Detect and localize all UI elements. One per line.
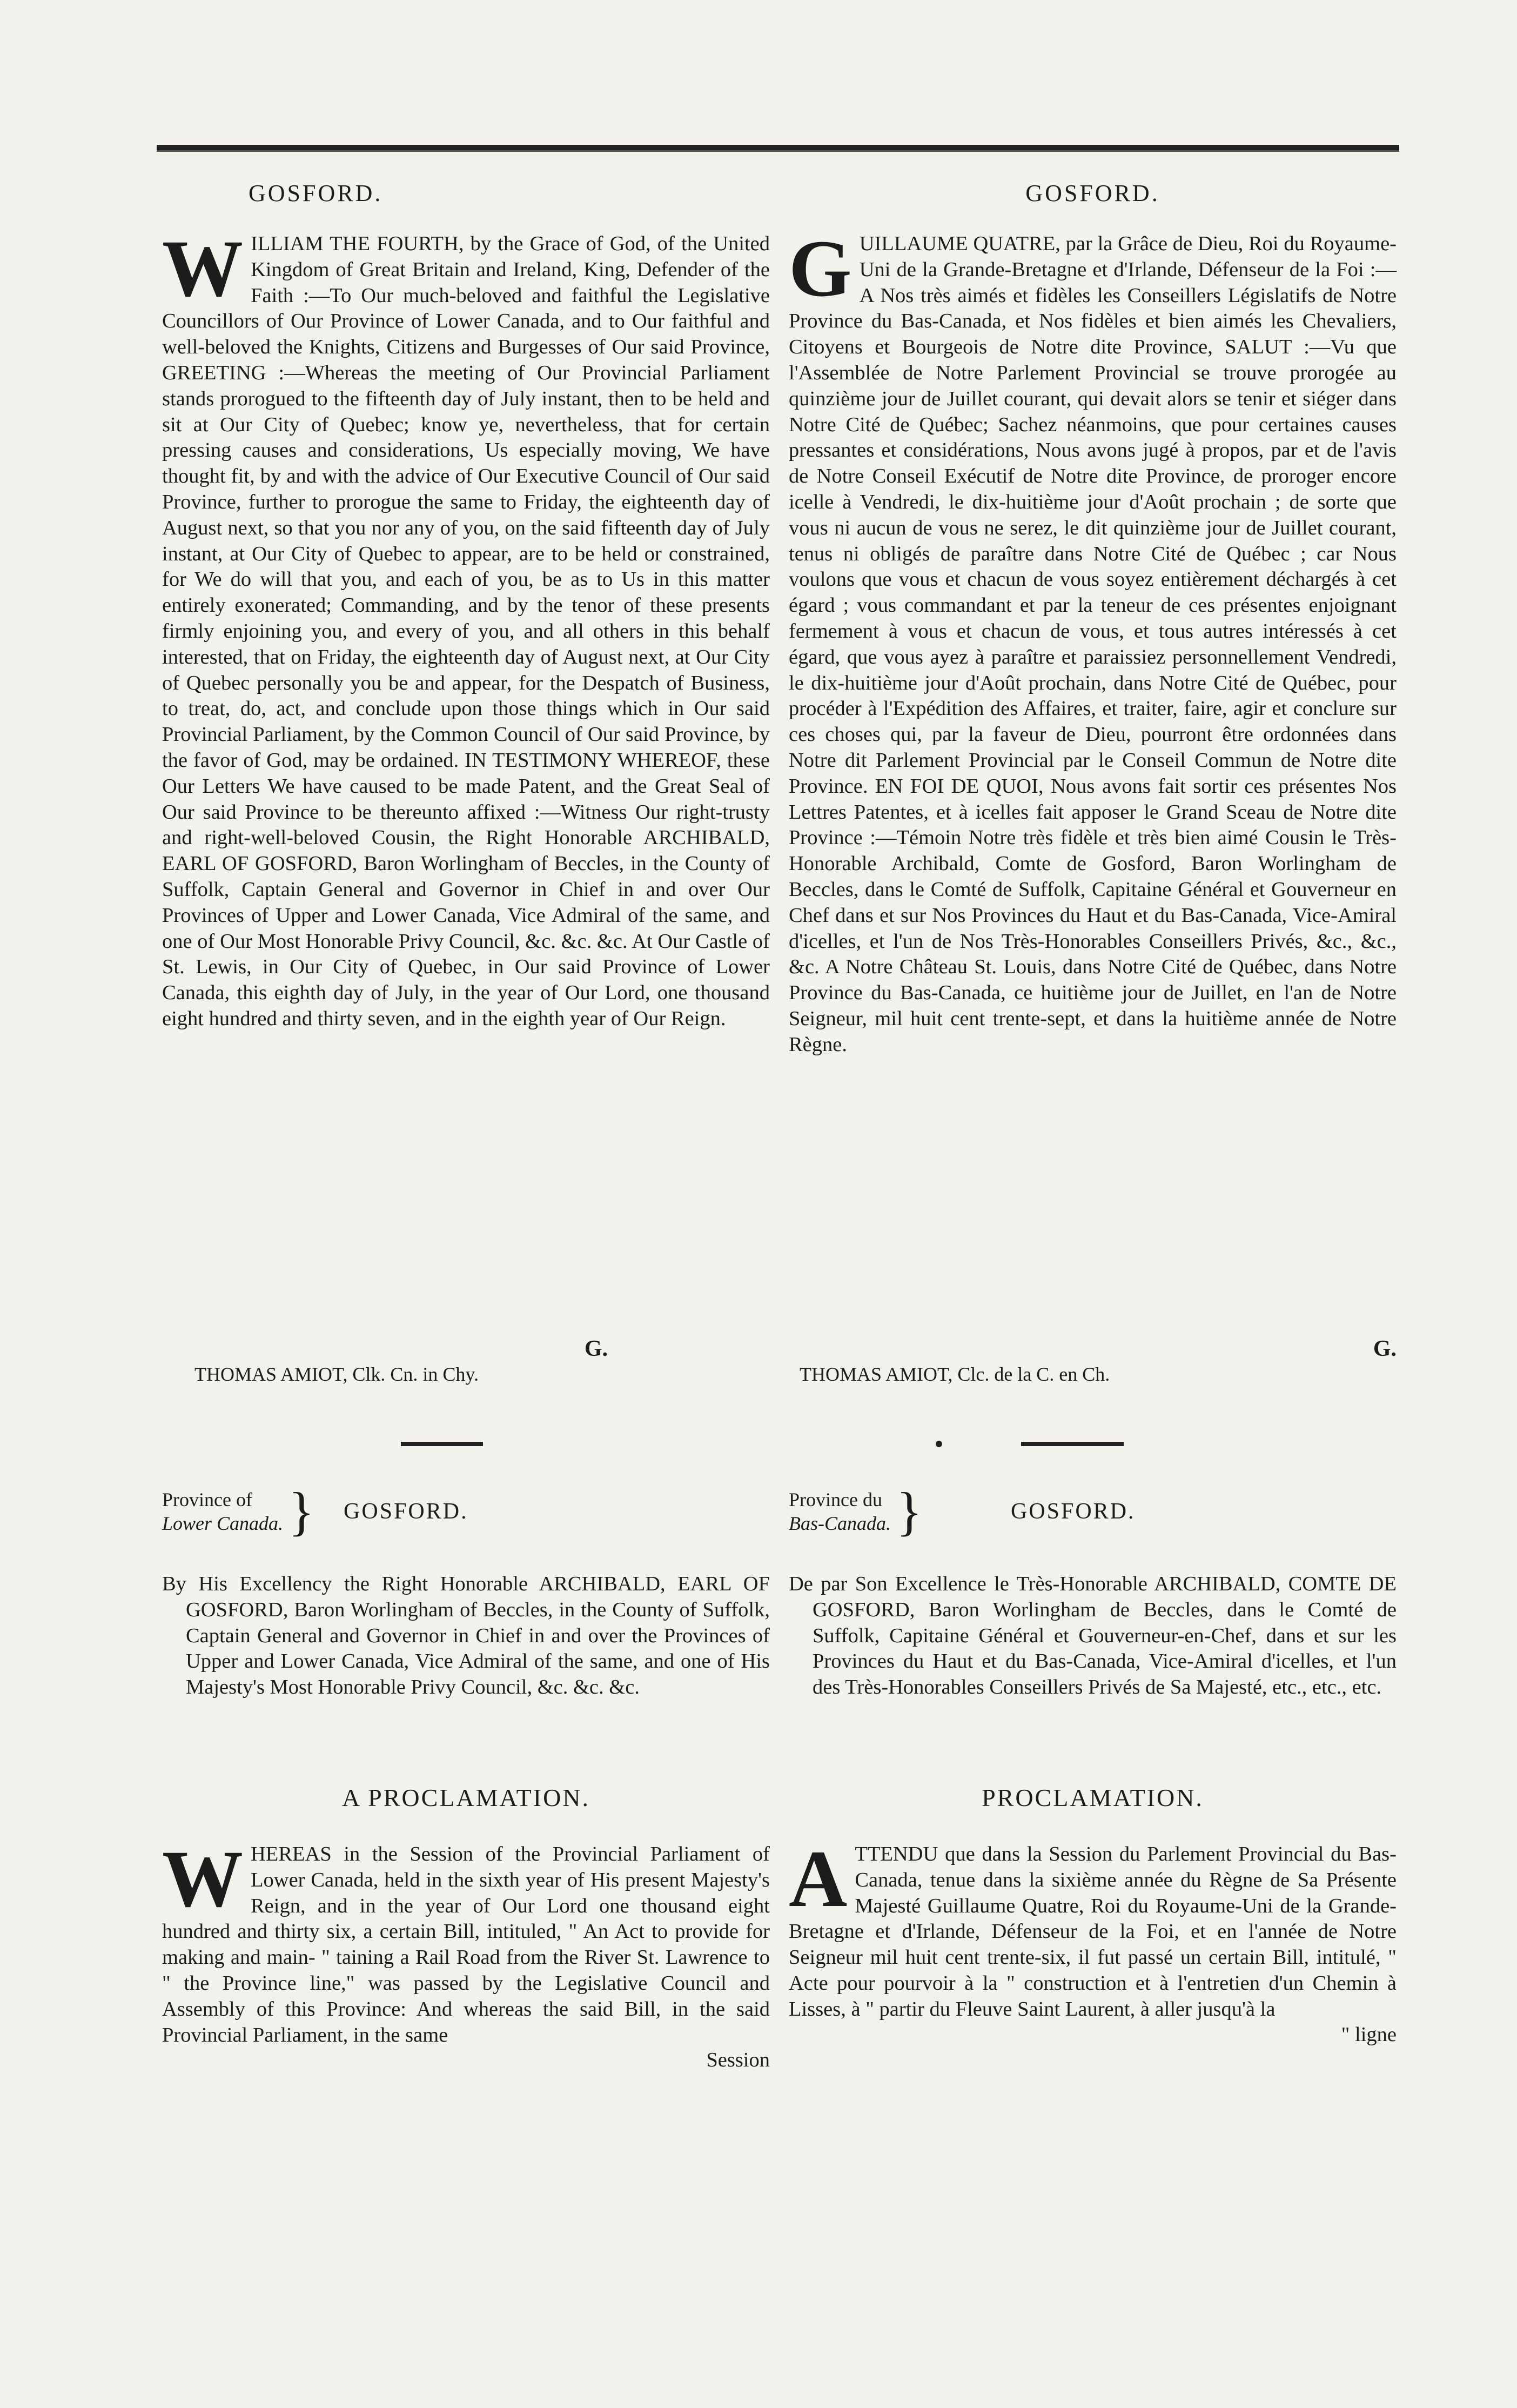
top-rule: [157, 145, 1399, 152]
proclamation-fr: [789, 1834, 1397, 2046]
dropcap-proclamation-fr: A: [789, 1834, 848, 1924]
header-gosford-en: GOSFORD.: [249, 180, 383, 206]
province-block-fr: [789, 1481, 1397, 1541]
brace-en: }: [288, 1481, 315, 1541]
separator-rule-fr: [1021, 1442, 1124, 1446]
proclamation-title-en: A PROCLAMATION.: [341, 1784, 590, 1811]
clerk-en: THOMAS AMIOT, Clk. Cn. in Chy.: [194, 1363, 479, 1385]
proclamation-title-fr: PROCLAMATION.: [982, 1784, 1204, 1811]
writ-en: [162, 224, 770, 1032]
excellency-en: By His Excellency the Right Honorable ARCHIBALD, EARL OF GOSFORD, Baron Worlingham of Beccles, in the County of Suffolk, Captain General and Governor in Chief in and over the Provinces of Upper and Lower Canada, Vice Admiral of the same, and one of His Majesty's Most Honorable Privy Council, &c. &c. &c.: [162, 1573, 770, 1699]
writ-text-en: ILLIAM THE FOURTH, by the Grace of God, of the United Kingdom of Great Britain and Ireland, King, Defender of the Faith :—To Our much-beloved and faithful the Legislative Councillors of Our Province of Lower Canada, and to Our faithful and well-beloved the Knights, Citizens and Burgesses of Our said Province, GREETING :—Whereas the meeting of Our Provincial Parliament stands prorogued to the fifteenth day of July instant, then to be held and sit at Our City of Quebec; know ye, nevertheless, that for certain pressing causes and considerations, Us especially moving, We have thought fit, by and with the advice of Our Executive Council of Our said Province, further to prorogue the same to Friday, the eighteenth day of August next, so that you nor any of you, on the said fifteenth day of July instant, at Our City of Quebec to appear, are to be held or constrained, for We do will that you, and each of you, be as to Us in this matter entirely exonerated; Commanding, and by the tenor of these presents firmly enjoining you, and every of you, and all others in this behalf interested, that on Friday, the eighteenth day of August next, at Our City of Quebec personally you be and appear, for the Despatch of Business, to treat, do, act, and conclude upon those things which in Our said Provincial Parliament, by the Common Council of Our said Province, by the favor of God, may be ordained. IN TESTIMONY WHEREOF, these Our Letters We have caused to be made Patent, and the Great Seal of Our said Province to be thereunto affixed :—Witness Our right-trusty and right-well-beloved Cousin, the Right Honorable ARCHIBALD, EARL OF GOSFORD, Baron Worlingham of Beccles, in the County of Suffolk, Captain General and Governor in Chief in and over Our Provinces of Upper and Lower Canada, Vice Admiral of the same, and one of Our Most Honorable Privy Council, &c. &c. &c. At Our Castle of St. Lewis, in Our City of Quebec, in Our said Province of Lower Canada, this eighth day of July, in the year of Our Lord, one thousand eight hundred and thirty seven, and in the eighth year of Our Reign.: [162, 232, 770, 1030]
header-gosford-fr: GOSFORD.: [1025, 180, 1160, 206]
province-line1-fr: Province du: [789, 1489, 882, 1510]
province-line1-en: Province of: [162, 1489, 252, 1510]
catchword-en: Session: [706, 2049, 770, 2072]
signature-g-fr: G.: [1373, 1336, 1397, 1361]
dropcap-proclamation-en: W: [162, 1834, 243, 1924]
separator-rule-en: [401, 1442, 483, 1446]
writ-fr: [789, 224, 1397, 1058]
proclamation-text-en: HEREAS in the Session of the Provincial Parliament of Lower Canada, held in the sixth year of His present Majesty's Reign, and in the year of Our Lord one thousand eight hundred and thirty six, a certain Bill, intituled, " An Act to provide for making and main- " taining a Rail Road from the River St. Lawrence to " the Province line," was passed by the Legislative Council and Assembly of this Province: And whereas the said Bill, in the said Provincial Parliament, in the same: [162, 1843, 770, 2046]
province-gosford-en: GOSFORD.: [344, 1499, 468, 1524]
separator-dot-fr: [936, 1441, 942, 1447]
province-gosford-fr: GOSFORD.: [1011, 1499, 1136, 1524]
clerk-fr: THOMAS AMIOT, Clc. de la C. en Ch.: [800, 1363, 1110, 1385]
signature-g-en: G.: [584, 1336, 608, 1361]
writ-text-fr: UILLAUME QUATRE, par la Grâce de Dieu, Roi du Royaume-Uni de la Grande-Bretagne et d'Irlande, Défenseur de la Foi :—A Nos très aimés et fidèles les Conseillers Législatifs de Notre Province du Bas-Canada, et Nos fidèles et bien aimés les Chevaliers, Citoyens et Bourgeois de Notre dite Province, SALUT :—Vu que l'Assemblée de Notre Parlement Provincial se trouve prorogée au quinzième jour de Juillet courant, qui devait alors se tenir et siéger dans Notre Cité de Québec; Sachez néanmoins, que pour certaines causes pressantes et considérations, Nous avons jugé à propos, par et de l'avis de Notre Conseil Exécutif de Notre dite Province, de proroger encore icelle à Vendredi, le dix-huitième jour d'Août prochain ; de sorte que vous ni aucun de vous ne serez, le dit quinzième jour de Juillet courant, tenus ni obligés de paraître dans Notre Cité de Québec ; car Nous voulons que vous et chacun de vous soyez entièrement déchargés à cet égard ; vous commandant et par la teneur de ces présentes enjoignant fermement à vous et chacun de vous, et tous autres intéressés à cet égard, que vous ayez à paraître et paraissiez personnellement Vendredi, le dix-huitième jour d'Août prochain, dans Notre Cité de Québec, pour procéder à l'Expédition des Affaires, et traiter, faire, agir et conclure sur ces choses qui, par la faveur de Dieu, pourront être ordonnées dans Notre dit Parlement Provincial par le Conseil Commun de Notre dite Province. EN FOI DE QUOI, Nous avons fait sortir ces présentes Nos Lettres Patentes, et à icelles fait apposer le Grand Sceau de Notre dite Province :—Témoin Notre très fidèle et très bien aimé Cousin le Très-Honorable Archibald, Comte de Gosford, Baron Worlingham de Beccles, dans le Comté de Suffolk, Capitaine Général et Gouverneur en Chef dans et sur Nos Provinces du Haut et du Bas-Canada, Vice-Amiral d'icelles, et l'un de Nos Très-Honorables Conseillers Privés, &c., &c., &c. A Notre Château St. Louis, dans Notre Cité de Québec, dans Notre Province du Bas-Canada, ce huitième jour de Juillet, en l'an de Notre Seigneur, mil huit cent trente-sept, et dans la huitième année de Notre Règne.: [789, 232, 1397, 1056]
excellency-fr: De par Son Excellence le Très-Honorable ARCHIBALD, COMTE DE GOSFORD, Baron Worlingham de Beccles, dans le Comté de Suffolk, Capitaine Général et Gouverneur-en-Chef, dans et sur les Provinces du Haut et du Bas-Canada, Vice-Amiral d'icelles, et l'un des Très-Honorables Conseillers Privés de Sa Majesté, etc., etc., etc.: [789, 1573, 1397, 1699]
dropcap-writ-en: W: [162, 224, 243, 313]
brace-fr: }: [896, 1481, 922, 1541]
proclamation-text-fr: TTENDU que dans la Session du Parlement Provincial du Bas-Canada, tenue dans la sixième année du Règne de Sa Présente Majesté Guillaume Quatre, Roi du Royaume-Uni de la Grande-Bretagne et d'Irlande, Défenseur de la Foi, et en l'année de Notre Seigneur mil huit cent trente-six, il fut passé un certain Bill, intitulé, " Acte pour pourvoir à la " construction et à l'entretien d'un Chemin à Lisses, à " partir du Fleuve Saint Laurent, à aller jusqu'à la: [789, 1843, 1397, 2021]
province-line2-fr: Bas-Canada.: [789, 1513, 891, 1534]
province-block-en: [162, 1481, 770, 1541]
dropcap-writ-fr: G: [789, 224, 852, 313]
province-line2-en: Lower Canada.: [162, 1513, 284, 1534]
proclamation-en: [162, 1834, 770, 2072]
catchword-fr: " ligne: [1341, 2023, 1397, 2046]
